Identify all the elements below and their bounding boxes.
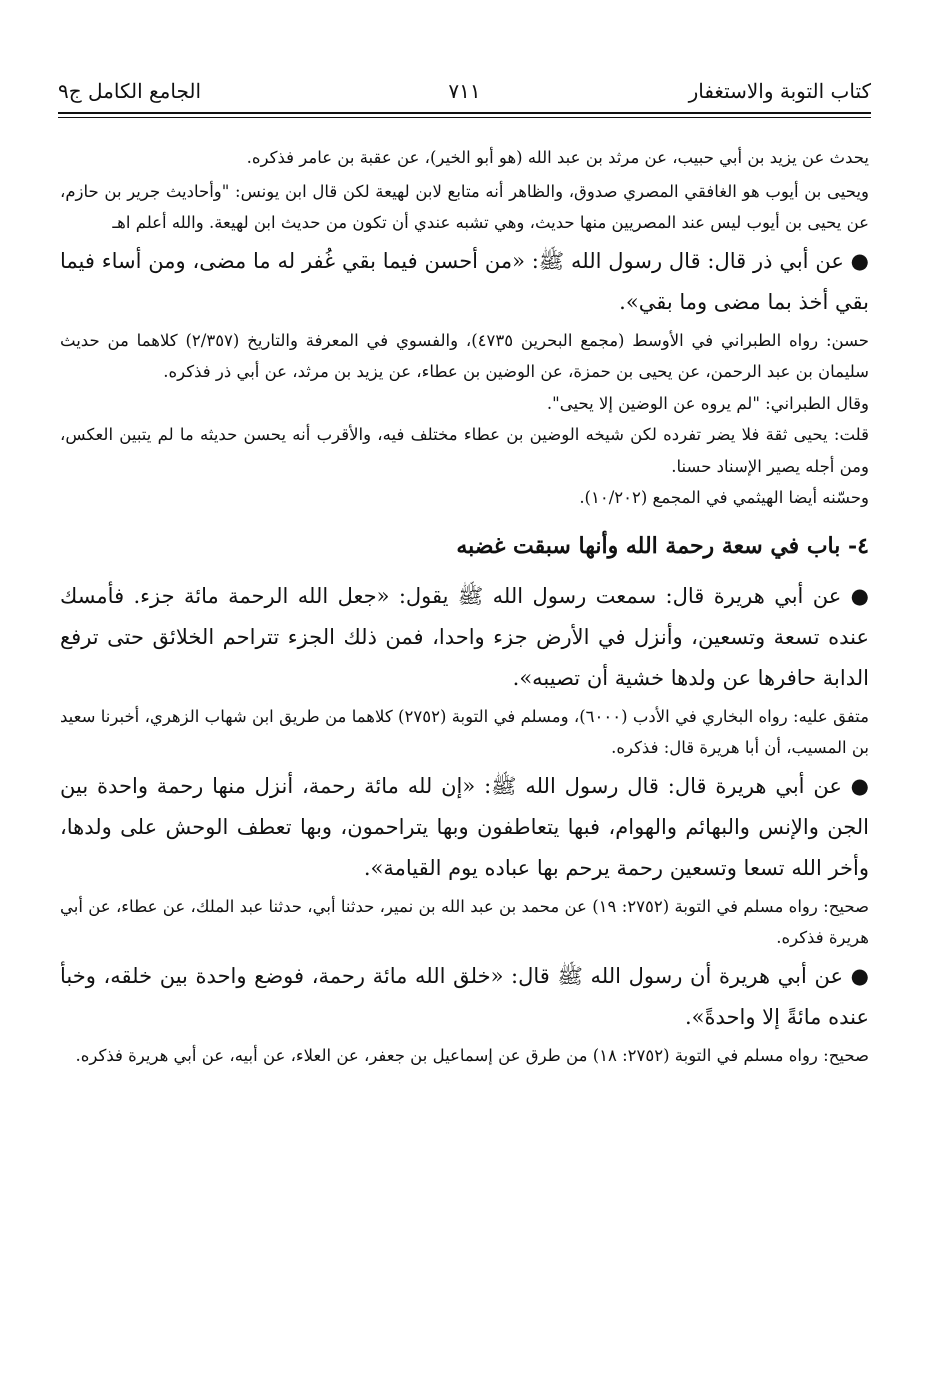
header-rule-thin (58, 117, 871, 118)
commentary-paragraph: صحيح: رواه مسلم في التوبة (٢٧٥٢: ١٩) عن محمد بن عبد الله بن نمير، حدثنا أبي، حدثنا عبد الملك، عن عطاء، عن أبي هريرة فذكره. (60, 896, 870, 947)
hadith-text: ● عن أبي هريرة قال: سمعت رسول الله ﷺ يقول: «جعل الله الرحمة مائة جزء. فأمسك عنده تسعة وتسعين، وأنزل في الأرض جزء واحدا، فمن ذلك الجزء تتراحم الخلائق حتى ترفع الدابة حافرها عن ولدها خشية أن تصيبه». (60, 583, 869, 690)
page-number: ٧١١ (448, 79, 481, 103)
hadith-text: ● عن أبي هريرة أن رسول الله ﷺ قال: «خلق الله مائة رحمة، فوضع واحدة بين خلقه، وخبأ عنده مائةً إلا واحدةً». (60, 963, 869, 1029)
commentary-paragraph: متفق عليه: رواه البخاري في الأدب (٦٠٠٠)، ومسلم في التوبة (٢٧٥٢) كلاهما من طريق ابن شهاب الزهري، أخبرنا سعيد بن المسيب، أن أبا هريرة قال: فذكره. (60, 706, 869, 757)
commentary-paragraph: صحيح: رواه مسلم في التوبة (٢٧٥٢: ١٨) من طرق عن إسماعيل بن جعفر، عن العلاء، عن أبيه، عن أبي هريرة فذكره. (75, 1045, 869, 1065)
commentary-paragraph: يحدث عن يزيد بن أبي حبيب، عن مرثد بن عبد الله (هو أبو الخير)، عن عقبة بن عامر فذكره. (246, 148, 869, 167)
commentary-paragraph: وقال الطبراني: "لم يروه عن الوضين إلا يحيى". (546, 393, 869, 413)
book-volume-title: الجامع الكامل ج٩ (58, 79, 202, 103)
book-section-title: كتاب التوبة والاستغفار (688, 79, 871, 103)
commentary-paragraph: ويحيى بن أيوب هو الغافقي المصري صدوق، والظاهر أنه متابع لابن لهيعة لكن قال ابن يونس: "وأحاديث جرير بن حازم، عن يحيى بن أيوب ليس عند المصريين منها حديث، وهي تشبه عندي أن تكون من حديث ابن لهيعة. والله أعلم اهـ (60, 181, 869, 232)
page-body (60, 142, 869, 1071)
chapter-heading: ٤- باب في سعة رحمة الله وأنها سبقت غضبه (456, 532, 869, 559)
running-header (58, 76, 871, 106)
hadith-text: ● عن أبي ذر قال: قال رسول الله ﷺ: «من أحسن فيما بقي غُفر له ما مضى، ومن أساء فيما بقي أخذ بما مضى وما بقي». (60, 248, 869, 314)
header-rule-thick (58, 112, 871, 114)
commentary-paragraph: حسن: رواه الطبراني في الأوسط (مجمع البحرين ٤٧٣٥)، والفسوي في المعرفة والتاريخ (٢/٣٥٧) كلاهما من حديث سليمان بن عبد الرحمن، عن يحيى بن حمزة، عن الوضين بن عطاء، عن يزيد بن مرثد، عن أبي ذر فذكره. (60, 330, 869, 381)
commentary-paragraph: قلت: يحيى ثقة فلا يضر تفرده لكن شيخه الوضين بن عطاء مختلف فيه، والأقرب أنه يحسن حديثه ما لم يتبين العكس، ومن أجله يصير الإسناد حسنا. (60, 425, 869, 476)
hadith-text: ● عن أبي هريرة قال: قال رسول الله ﷺ: «إن لله مائة رحمة، أنزل منها رحمة واحدة بين الجن والإنس والبهائم والهوام، فبها يتعاطفون وبها يتراحمون، وبها تعطف الوحش على ولدها، وأخر الله تسعا وتسعين رحمة يرحم بها عباده يوم القيامة». (60, 773, 869, 880)
commentary-paragraph: وحسّنه أيضا الهيثمي في المجمع (١٠/٢٠٢). (579, 488, 869, 507)
